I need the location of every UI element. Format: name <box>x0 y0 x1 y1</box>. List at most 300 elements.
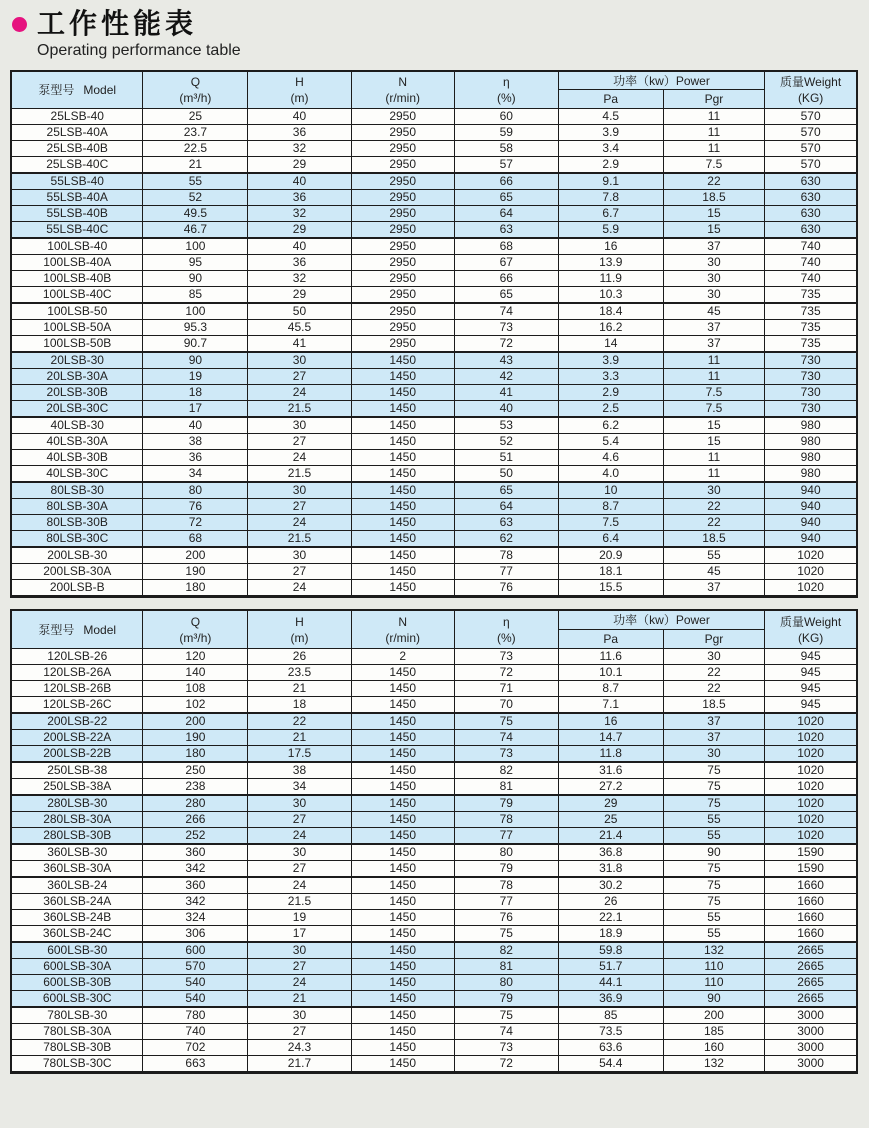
table-header <box>11 610 857 648</box>
cell-pa: 2.9 <box>558 157 663 174</box>
cell-pa: 13.9 <box>558 255 663 271</box>
cell-pa: 51.7 <box>558 958 663 974</box>
cell-pgr: 15 <box>663 417 765 434</box>
table-row <box>11 385 857 401</box>
cell-eta: 73 <box>454 745 558 762</box>
cell-pa: 14 <box>558 336 663 353</box>
cell-h: 40 <box>248 173 351 190</box>
cell-pgr: 30 <box>663 271 765 287</box>
cell-n: 2950 <box>351 238 454 255</box>
cell-n: 1450 <box>351 762 454 779</box>
cell-eta: 77 <box>454 564 558 580</box>
cell-weight: 735 <box>765 336 857 353</box>
cell-pgr: 55 <box>663 827 765 844</box>
cell-q: 49.5 <box>143 206 248 222</box>
cell-q: 180 <box>143 745 248 762</box>
table-row <box>11 1023 857 1039</box>
cell-n: 2950 <box>351 255 454 271</box>
cell-h: 36 <box>248 125 351 141</box>
cell-weight: 980 <box>765 417 857 434</box>
cell-q: 22.5 <box>143 141 248 157</box>
cell-pgr: 11 <box>663 466 765 483</box>
cell-pgr: 7.5 <box>663 385 765 401</box>
cell-model: 55LSB-40 <box>11 173 143 190</box>
cell-weight: 570 <box>765 125 857 141</box>
header-eta: η (%) <box>454 71 558 109</box>
cell-h: 22 <box>248 713 351 730</box>
cell-h: 21.5 <box>248 401 351 418</box>
cell-eta: 78 <box>454 547 558 564</box>
cell-n: 1450 <box>351 401 454 418</box>
cell-eta: 53 <box>454 417 558 434</box>
table-row <box>11 173 857 190</box>
header-model-zh: 泵型号 <box>38 622 75 637</box>
cell-weight: 740 <box>765 238 857 255</box>
cell-q: 702 <box>143 1039 248 1055</box>
cell-h: 45.5 <box>248 320 351 336</box>
header-weight: 质量Weight (KG) <box>765 71 857 109</box>
cell-eta: 67 <box>454 255 558 271</box>
cell-model: 360LSB-30 <box>11 844 143 861</box>
cell-pa: 59.8 <box>558 942 663 959</box>
cell-eta: 80 <box>454 974 558 990</box>
cell-pa: 7.1 <box>558 696 663 713</box>
cell-q: 200 <box>143 547 248 564</box>
table-row <box>11 1007 857 1024</box>
cell-n: 2950 <box>351 190 454 206</box>
cell-h: 24 <box>248 877 351 894</box>
table-row <box>11 450 857 466</box>
cell-pgr: 55 <box>663 925 765 942</box>
header-n: N (r/min) <box>351 71 454 109</box>
cell-h: 30 <box>248 795 351 812</box>
cell-model: 200LSB-30 <box>11 547 143 564</box>
cell-weight: 2665 <box>765 958 857 974</box>
cell-pgr: 22 <box>663 664 765 680</box>
header-model <box>11 610 143 648</box>
cell-model: 780LSB-30C <box>11 1055 143 1072</box>
cell-h: 27 <box>248 860 351 877</box>
cell-pa: 54.4 <box>558 1055 663 1072</box>
cell-model: 200LSB-30A <box>11 564 143 580</box>
cell-weight: 1020 <box>765 729 857 745</box>
cell-pa: 6.7 <box>558 206 663 222</box>
header-model <box>11 71 143 109</box>
cell-eta: 71 <box>454 680 558 696</box>
cell-h: 30 <box>248 482 351 499</box>
cell-q: 25 <box>143 109 248 125</box>
cell-pgr: 30 <box>663 648 765 664</box>
cell-eta: 66 <box>454 173 558 190</box>
cell-n: 2950 <box>351 222 454 239</box>
cell-pgr: 15 <box>663 434 765 450</box>
cell-n: 1450 <box>351 925 454 942</box>
cell-model: 40LSB-30 <box>11 417 143 434</box>
cell-eta: 78 <box>454 877 558 894</box>
cell-pgr: 11 <box>663 352 765 369</box>
cell-eta: 57 <box>454 157 558 174</box>
cell-pgr: 15 <box>663 222 765 239</box>
cell-n: 1450 <box>351 778 454 795</box>
cell-eta: 74 <box>454 303 558 320</box>
table-row <box>11 811 857 827</box>
table-row <box>11 369 857 385</box>
table-row <box>11 271 857 287</box>
cell-q: 21 <box>143 157 248 174</box>
cell-pgr: 18.5 <box>663 696 765 713</box>
cell-n: 1450 <box>351 745 454 762</box>
cell-model: 120LSB-26B <box>11 680 143 696</box>
cell-pgr: 7.5 <box>663 401 765 418</box>
header-n: N (r/min) <box>351 610 454 648</box>
cell-h: 24.3 <box>248 1039 351 1055</box>
cell-eta: 76 <box>454 580 558 597</box>
cell-h: 18 <box>248 696 351 713</box>
cell-model: 600LSB-30B <box>11 974 143 990</box>
cell-h: 32 <box>248 271 351 287</box>
cell-pa: 3.3 <box>558 369 663 385</box>
cell-h: 38 <box>248 762 351 779</box>
cell-weight: 630 <box>765 190 857 206</box>
cell-eta: 75 <box>454 1007 558 1024</box>
cell-h: 26 <box>248 648 351 664</box>
cell-q: 120 <box>143 648 248 664</box>
cell-q: 34 <box>143 466 248 483</box>
cell-pgr: 22 <box>663 680 765 696</box>
cell-h: 34 <box>248 778 351 795</box>
cell-n: 1450 <box>351 417 454 434</box>
cell-weight: 940 <box>765 499 857 515</box>
table-row <box>11 320 857 336</box>
cell-weight: 730 <box>765 352 857 369</box>
cell-n: 2950 <box>351 287 454 304</box>
header-power: 功率（kw）Power <box>558 610 764 629</box>
cell-weight: 1020 <box>765 580 857 597</box>
cell-pa: 7.5 <box>558 515 663 531</box>
cell-pa: 6.4 <box>558 531 663 548</box>
header-pgr: Pgr <box>663 629 765 648</box>
header-model-en: Model <box>83 83 117 98</box>
cell-q: 85 <box>143 287 248 304</box>
cell-h: 30 <box>248 352 351 369</box>
header-h: H (m) <box>248 71 351 109</box>
cell-pa: 36.8 <box>558 844 663 861</box>
table-row <box>11 860 857 877</box>
cell-h: 29 <box>248 222 351 239</box>
cell-n: 1450 <box>351 664 454 680</box>
table-header <box>11 71 857 109</box>
cell-weight: 980 <box>765 450 857 466</box>
cell-model: 100LSB-40 <box>11 238 143 255</box>
table-row <box>11 827 857 844</box>
cell-eta: 72 <box>454 664 558 680</box>
cell-h: 41 <box>248 336 351 353</box>
cell-pa: 11.8 <box>558 745 663 762</box>
cell-model: 80LSB-30B <box>11 515 143 531</box>
cell-n: 2950 <box>351 141 454 157</box>
cell-weight: 570 <box>765 141 857 157</box>
cell-pa: 9.1 <box>558 173 663 190</box>
cell-q: 252 <box>143 827 248 844</box>
cell-pgr: 132 <box>663 942 765 959</box>
cell-pgr: 55 <box>663 811 765 827</box>
header-weight: 质量Weight (KG) <box>765 610 857 648</box>
cell-eta: 79 <box>454 990 558 1007</box>
cell-eta: 63 <box>454 515 558 531</box>
cell-q: 540 <box>143 974 248 990</box>
cell-model: 360LSB-24B <box>11 909 143 925</box>
cell-eta: 41 <box>454 385 558 401</box>
table-row <box>11 238 857 255</box>
cell-q: 140 <box>143 664 248 680</box>
cell-eta: 76 <box>454 909 558 925</box>
cell-h: 17.5 <box>248 745 351 762</box>
cell-pgr: 30 <box>663 287 765 304</box>
cell-eta: 79 <box>454 795 558 812</box>
cell-eta: 74 <box>454 1023 558 1039</box>
cell-weight: 730 <box>765 385 857 401</box>
cell-pa: 21.4 <box>558 827 663 844</box>
table-row <box>11 844 857 861</box>
cell-h: 40 <box>248 109 351 125</box>
table-row <box>11 109 857 125</box>
cell-eta: 72 <box>454 336 558 353</box>
table-row <box>11 466 857 483</box>
table-row <box>11 664 857 680</box>
cell-model: 80LSB-30A <box>11 499 143 515</box>
table-row <box>11 680 857 696</box>
cell-pgr: 90 <box>663 990 765 1007</box>
cell-eta: 82 <box>454 762 558 779</box>
table-row <box>11 255 857 271</box>
cell-weight: 730 <box>765 369 857 385</box>
cell-q: 266 <box>143 811 248 827</box>
cell-weight: 735 <box>765 303 857 320</box>
cell-q: 108 <box>143 680 248 696</box>
cell-q: 100 <box>143 238 248 255</box>
cell-pgr: 30 <box>663 255 765 271</box>
cell-pgr: 11 <box>663 109 765 125</box>
cell-q: 46.7 <box>143 222 248 239</box>
cell-h: 32 <box>248 206 351 222</box>
cell-n: 1450 <box>351 990 454 1007</box>
table-row <box>11 925 857 942</box>
cell-weight: 570 <box>765 109 857 125</box>
cell-model: 200LSB-22A <box>11 729 143 745</box>
cell-h: 32 <box>248 141 351 157</box>
cell-q: 72 <box>143 515 248 531</box>
cell-h: 21.5 <box>248 893 351 909</box>
cell-weight: 630 <box>765 206 857 222</box>
cell-pa: 85 <box>558 1007 663 1024</box>
cell-pa: 26 <box>558 893 663 909</box>
cell-model: 360LSB-24 <box>11 877 143 894</box>
cell-model: 40LSB-30B <box>11 450 143 466</box>
cell-h: 21 <box>248 729 351 745</box>
cell-model: 25LSB-40C <box>11 157 143 174</box>
page-subtitle: Operating performance table <box>37 41 241 59</box>
cell-h: 27 <box>248 499 351 515</box>
cell-n: 2950 <box>351 271 454 287</box>
cell-q: 360 <box>143 844 248 861</box>
cell-model: 360LSB-24C <box>11 925 143 942</box>
cell-model: 100LSB-40C <box>11 287 143 304</box>
table-row <box>11 877 857 894</box>
cell-n: 2950 <box>351 109 454 125</box>
header-h: H (m) <box>248 610 351 648</box>
cell-weight: 945 <box>765 696 857 713</box>
cell-pgr: 75 <box>663 795 765 812</box>
cell-pa: 16 <box>558 238 663 255</box>
cell-weight: 1020 <box>765 778 857 795</box>
table-row <box>11 729 857 745</box>
cell-weight: 940 <box>765 482 857 499</box>
cell-weight: 940 <box>765 531 857 548</box>
cell-weight: 1590 <box>765 860 857 877</box>
cell-q: 68 <box>143 531 248 548</box>
cell-model: 100LSB-40A <box>11 255 143 271</box>
cell-model: 80LSB-30 <box>11 482 143 499</box>
cell-n: 1450 <box>351 547 454 564</box>
header-q: Q (m³/h) <box>143 610 248 648</box>
cell-model: 25LSB-40B <box>11 141 143 157</box>
cell-weight: 3000 <box>765 1055 857 1072</box>
cell-weight: 3000 <box>765 1023 857 1039</box>
cell-pa: 3.9 <box>558 352 663 369</box>
cell-pa: 11.9 <box>558 271 663 287</box>
cell-eta: 75 <box>454 713 558 730</box>
cell-n: 1450 <box>351 860 454 877</box>
cell-pgr: 55 <box>663 909 765 925</box>
cell-q: 190 <box>143 564 248 580</box>
cell-pa: 2.9 <box>558 385 663 401</box>
table-row <box>11 515 857 531</box>
cell-n: 1450 <box>351 942 454 959</box>
cell-model: 20LSB-30B <box>11 385 143 401</box>
cell-h: 27 <box>248 564 351 580</box>
cell-n: 1450 <box>351 1023 454 1039</box>
cell-n: 1450 <box>351 531 454 548</box>
table-row <box>11 990 857 1007</box>
cell-h: 36 <box>248 255 351 271</box>
cell-weight: 2665 <box>765 942 857 959</box>
table-row <box>11 564 857 580</box>
cell-q: 306 <box>143 925 248 942</box>
cell-pa: 4.0 <box>558 466 663 483</box>
table-row <box>11 942 857 959</box>
cell-pa: 6.2 <box>558 417 663 434</box>
cell-n: 1450 <box>351 893 454 909</box>
table-row <box>11 974 857 990</box>
cell-pa: 4.6 <box>558 450 663 466</box>
bullet-icon <box>12 17 27 32</box>
cell-model: 780LSB-30 <box>11 1007 143 1024</box>
cell-pa: 25 <box>558 811 663 827</box>
cell-pa: 16 <box>558 713 663 730</box>
cell-q: 52 <box>143 190 248 206</box>
cell-pa: 3.9 <box>558 125 663 141</box>
cell-n: 1450 <box>351 696 454 713</box>
cell-model: 40LSB-30C <box>11 466 143 483</box>
cell-model: 280LSB-30 <box>11 795 143 812</box>
cell-weight: 1660 <box>765 925 857 942</box>
cell-n: 1450 <box>351 827 454 844</box>
cell-h: 30 <box>248 547 351 564</box>
cell-n: 1450 <box>351 564 454 580</box>
table-row <box>11 580 857 597</box>
cell-pa: 10 <box>558 482 663 499</box>
cell-h: 17 <box>248 925 351 942</box>
cell-model: 100LSB-40B <box>11 271 143 287</box>
cell-eta: 42 <box>454 369 558 385</box>
cell-pgr: 22 <box>663 515 765 531</box>
table-row <box>11 401 857 418</box>
cell-weight: 1660 <box>765 893 857 909</box>
cell-q: 90 <box>143 271 248 287</box>
cell-eta: 79 <box>454 860 558 877</box>
table-row <box>11 909 857 925</box>
table-row <box>11 762 857 779</box>
cell-pgr: 160 <box>663 1039 765 1055</box>
cell-pgr: 11 <box>663 125 765 141</box>
cell-pgr: 185 <box>663 1023 765 1039</box>
cell-eta: 65 <box>454 190 558 206</box>
table-row <box>11 141 857 157</box>
cell-pa: 18.1 <box>558 564 663 580</box>
cell-eta: 52 <box>454 434 558 450</box>
cell-n: 2950 <box>351 173 454 190</box>
table-row <box>11 287 857 304</box>
cell-pgr: 7.5 <box>663 157 765 174</box>
cell-model: 600LSB-30 <box>11 942 143 959</box>
table-row <box>11 648 857 664</box>
cell-eta: 73 <box>454 320 558 336</box>
cell-eta: 77 <box>454 893 558 909</box>
header-q: Q (m³/h) <box>143 71 248 109</box>
cell-q: 342 <box>143 860 248 877</box>
cell-n: 1450 <box>351 482 454 499</box>
cell-pgr: 75 <box>663 778 765 795</box>
cell-n: 2950 <box>351 157 454 174</box>
table-row <box>11 434 857 450</box>
cell-h: 24 <box>248 515 351 531</box>
cell-n: 1450 <box>351 385 454 401</box>
cell-pgr: 75 <box>663 877 765 894</box>
cell-pgr: 37 <box>663 238 765 255</box>
cell-n: 2950 <box>351 336 454 353</box>
cell-q: 18 <box>143 385 248 401</box>
table-row <box>11 1055 857 1072</box>
cell-n: 1450 <box>351 1007 454 1024</box>
cell-eta: 40 <box>454 401 558 418</box>
cell-q: 36 <box>143 450 248 466</box>
cell-model: 360LSB-24A <box>11 893 143 909</box>
cell-pgr: 37 <box>663 580 765 597</box>
cell-pa: 3.4 <box>558 141 663 157</box>
header-pa: Pa <box>558 629 663 648</box>
cell-q: 17 <box>143 401 248 418</box>
cell-q: 90 <box>143 352 248 369</box>
cell-pa: 4.5 <box>558 109 663 125</box>
cell-weight: 735 <box>765 320 857 336</box>
cell-h: 30 <box>248 417 351 434</box>
cell-h: 30 <box>248 942 351 959</box>
cell-eta: 60 <box>454 109 558 125</box>
cell-n: 1450 <box>351 795 454 812</box>
cell-h: 24 <box>248 450 351 466</box>
cell-weight: 1020 <box>765 713 857 730</box>
table-row <box>11 713 857 730</box>
